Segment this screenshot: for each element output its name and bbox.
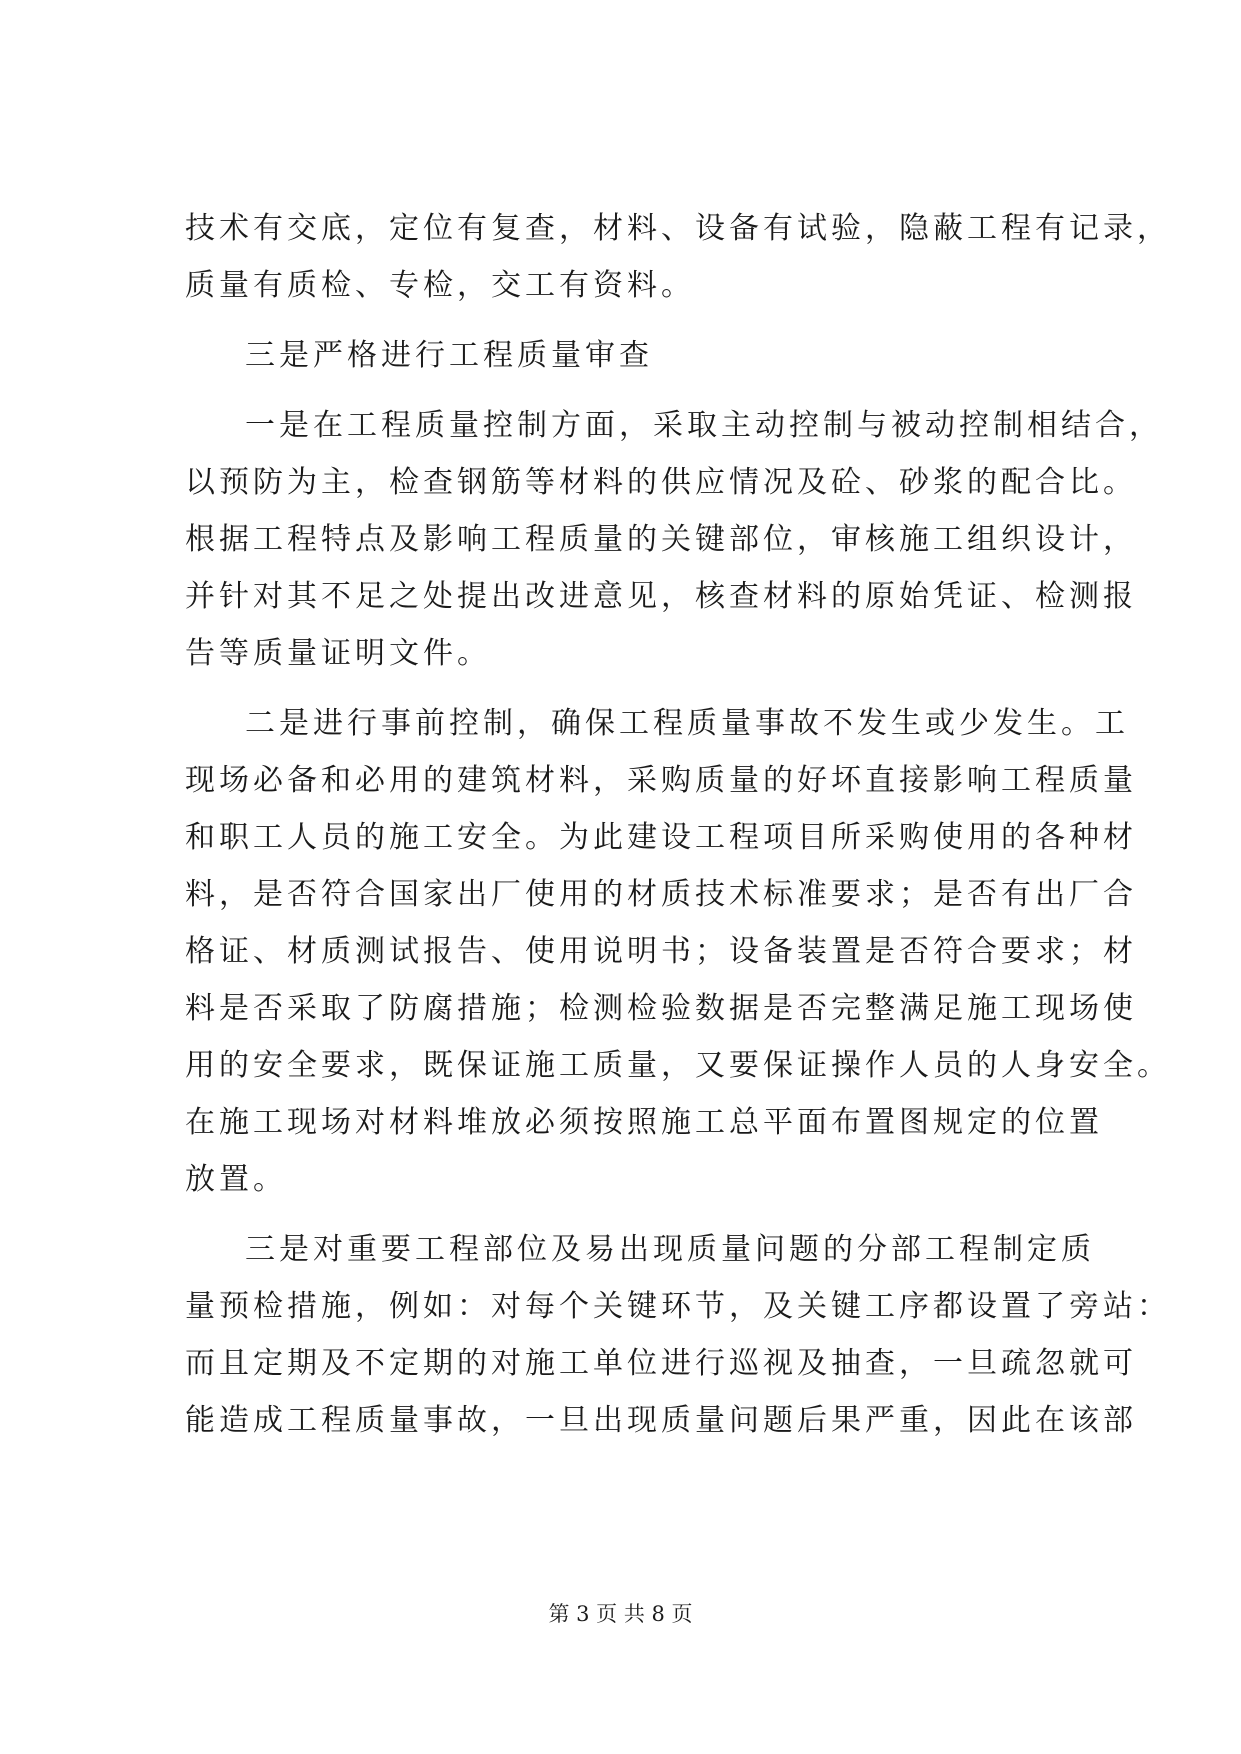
text-line: 格证、材质测试报告、使用说明书；设备装置是否符合要求；材 [185, 934, 1137, 969]
text-line: 二是进行事前控制，确保工程质量事故不发生或少发生。工 [245, 706, 1129, 741]
paragraph [185, 200, 1171, 314]
text-line: 一是在工程质量控制方面，采取主动控制与被动控制相结合， [245, 408, 1163, 443]
text-line: 能造成工程质量事故，一旦出现质量问题后果严重，因此在该部 [185, 1403, 1137, 1438]
text-line: 放置。 [185, 1162, 287, 1197]
text-line: 根据工程特点及影响工程质量的关键部位，审核施工组织设计， [185, 522, 1137, 557]
paragraph [185, 695, 1171, 1208]
text-line: 而且定期及不定期的对施工单位进行巡视及抽查，一旦疏忽就可 [185, 1346, 1137, 1381]
text-line: 现场必备和必用的建筑材料，采购质量的好坏直接影响工程质量 [185, 763, 1137, 798]
paragraph [185, 1221, 1171, 1449]
text-line: 质量有质检、专检，交工有资料。 [185, 268, 695, 303]
text-line: 三是严格进行工程质量审查 [245, 338, 653, 373]
text-line: 料，是否符合国家出厂使用的材质技术标准要求；是否有出厂合 [185, 877, 1137, 912]
page-number-footer: 第 3 页 共 8 页 [548, 1602, 693, 1626]
text-line: 用的安全要求，既保证施工质量，又要保证操作人员的人身安全。 [185, 1048, 1171, 1083]
text-line: 并针对其不足之处提出改进意见，核查材料的原始凭证、检测报 [185, 579, 1137, 614]
text-line: 和职工人员的施工安全。为此建设工程项目所采购使用的各种材 [185, 820, 1137, 855]
text-line: 技术有交底，定位有复查，材料、设备有试验，隐蔽工程有记录， [185, 211, 1171, 246]
paragraph [185, 397, 1163, 682]
text-line: 量预检措施，例如：对每个关键环节，及关键工序都设置了旁站： [185, 1289, 1171, 1324]
section-heading [185, 327, 1085, 384]
text-line: 告等质量证明文件。 [185, 636, 491, 671]
text-line: 料是否采取了防腐措施；检测检验数据是否完整满足施工现场使 [185, 991, 1137, 1026]
document-body [185, 200, 1171, 1449]
text-line: 三是对重要工程部位及易出现质量问题的分部工程制定质 [245, 1232, 1095, 1267]
text-line: 在施工现场对材料堆放必须按照施工总平面布置图规定的位置 [185, 1105, 1103, 1140]
text-line: 以预防为主，检查钢筋等材料的供应情况及砼、砂浆的配合比。 [185, 465, 1137, 500]
